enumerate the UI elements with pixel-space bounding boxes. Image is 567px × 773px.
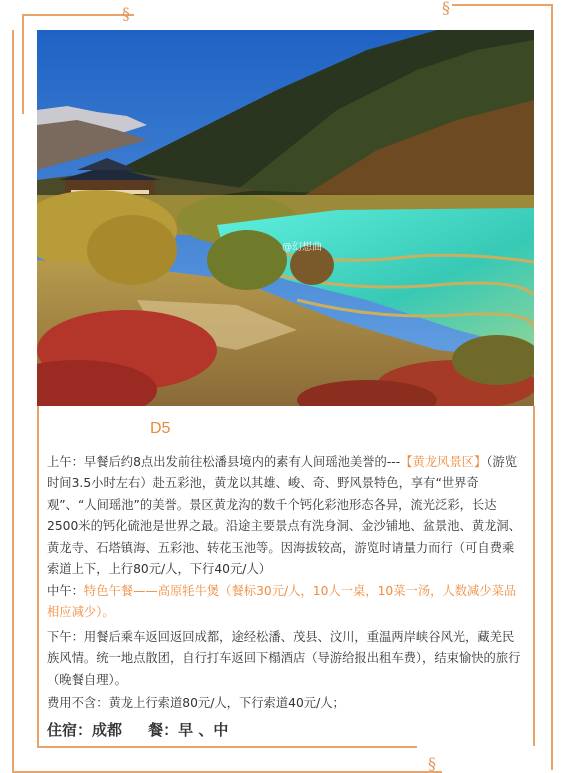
frame-inner-right-line xyxy=(533,406,535,746)
day-label: D5 xyxy=(150,420,171,437)
frame-top-line xyxy=(22,14,134,16)
lunch-highlight: 特色午餐——高原牦牛煲（餐标30元/人，10人一桌，10菜一汤，人数减少菜品相应减少）。 xyxy=(47,584,517,620)
morning-details: （游览时间3.5小时左右）赴五彩池，黄龙以其雄、峻、奇、野风景特色，享有“世界奇观”、“人间瑶池”的美誉。景区黄龙沟的数千个钙化彩池形态各异，流光泛彩，长达2500米的钙化硫池是世界之最。沿途主要景点有洗身洞、金沙铺地、盆景池、黄龙洞、黄龙寺、石塔镇海、五彩池、转花玉池等。因海拔较高，游览时请量力而行（可自费乘索道上下，上行80元/人，下行40元/人） xyxy=(47,455,521,577)
stay-and-meals: 住宿：成都 餐：早 、中 xyxy=(47,721,229,739)
scenic-area-highlight: 【黄龙风景区】 xyxy=(400,455,487,469)
frame-right-line xyxy=(551,4,553,770)
frame-left-line xyxy=(22,14,24,114)
frame-inner-bottom-line xyxy=(37,746,417,748)
frame-curl-ornament-top-right: § xyxy=(442,0,450,17)
frame-top-right-line xyxy=(452,4,552,6)
morning-paragraph xyxy=(47,452,525,580)
frame-bottom-line xyxy=(12,771,442,773)
frame-curl-ornament-bottom: § xyxy=(428,754,436,773)
excluded-costs: 费用不含：黄龙上行索道80元/人，下行索道40元/人； xyxy=(47,696,345,710)
noon-paragraph xyxy=(47,581,525,624)
frame-left-bottom-line xyxy=(12,30,14,773)
morning-text: 上午：早餐后约8点出发前往松潘县境内的素有人间瑶池美誉的--- xyxy=(47,455,401,469)
afternoon-paragraph: 下午：用餐后乘车返回返回成都，途经松潘、茂县、汶川，重温两岸峡谷风光，藏羌民族风情。统一地点散团，自行打车返回下榻酒店（导游给报出租车费），结束愉快的旅行（晚餐自理）。 xyxy=(47,630,521,687)
huanglong-scenery-photo xyxy=(37,30,534,406)
frame-curl-ornament-top: § xyxy=(122,4,130,23)
frame-inner-left-line xyxy=(37,406,39,746)
photo-watermark: @幻想曲 xyxy=(282,242,322,253)
noon-label: 中午： xyxy=(47,584,84,598)
